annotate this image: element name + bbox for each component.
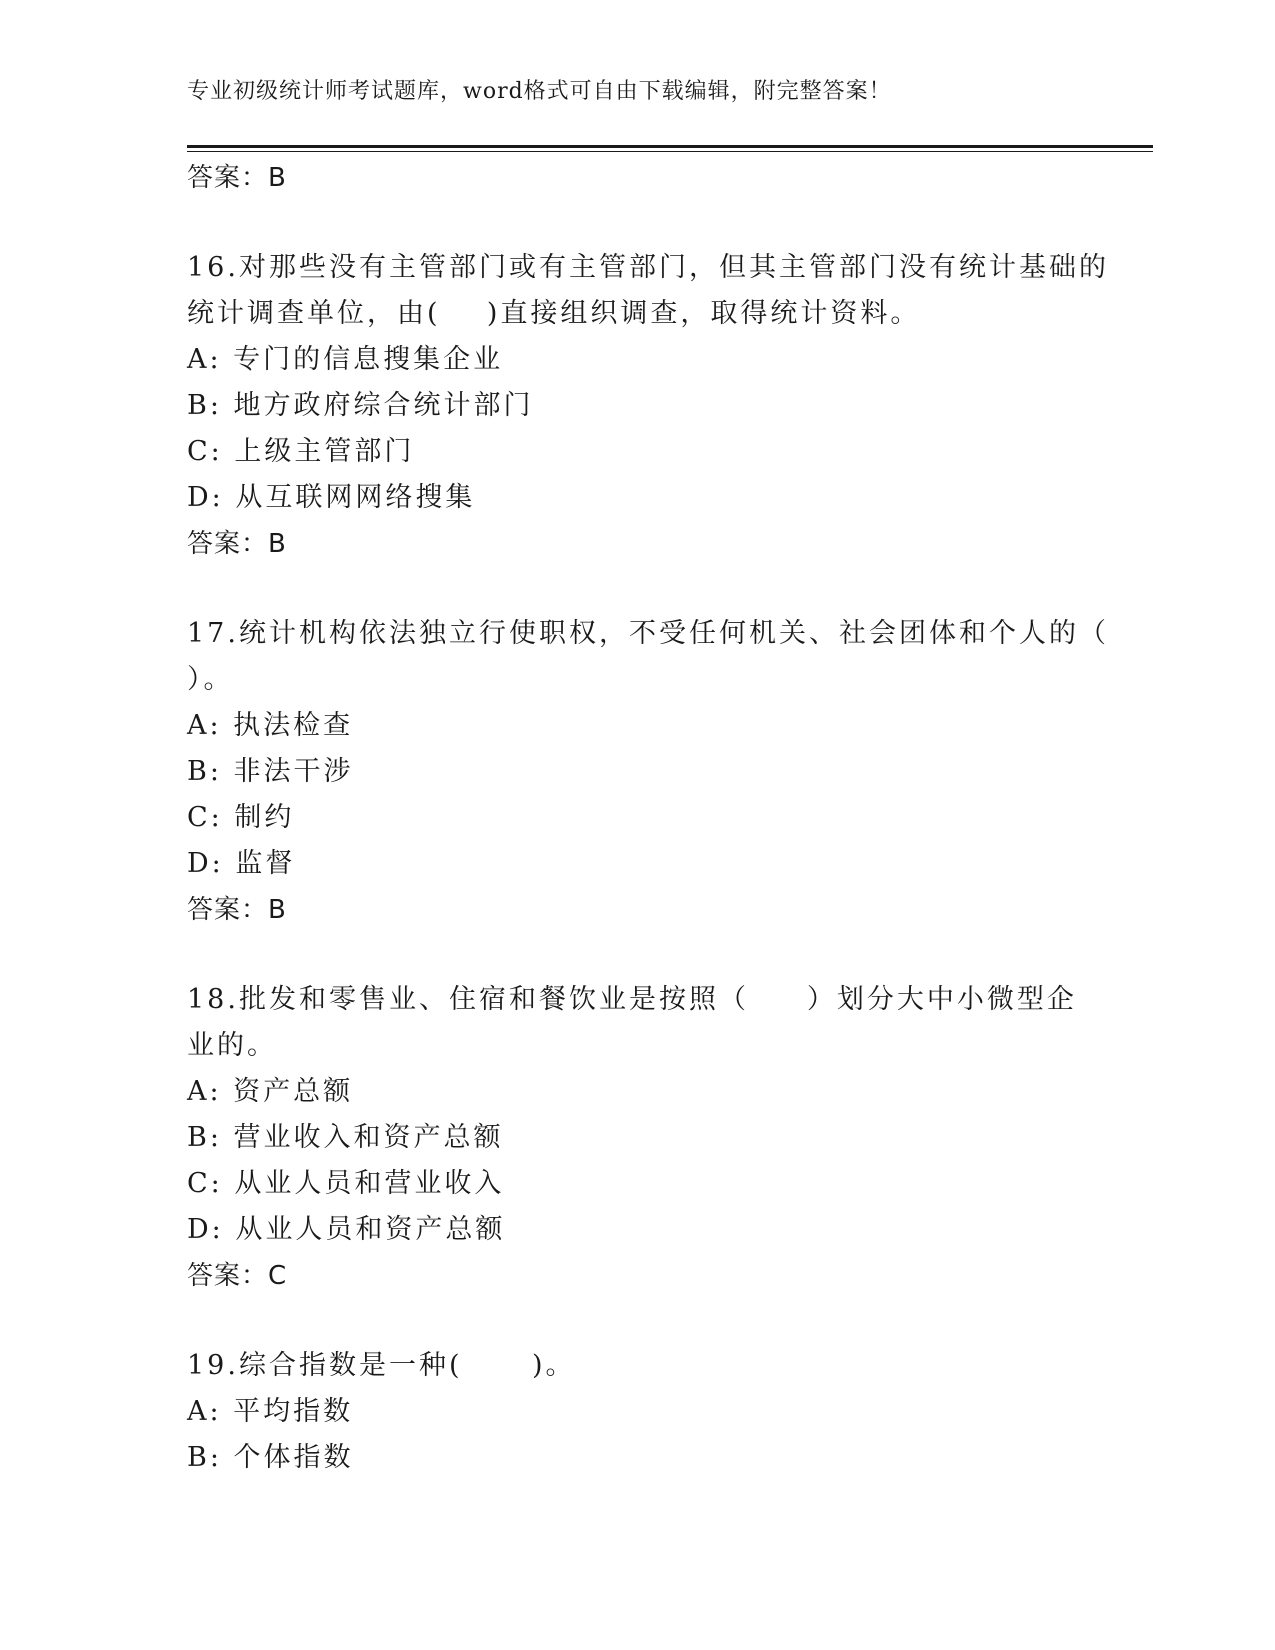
- answer-line: [187, 887, 1087, 933]
- answer-value: C: [268, 1261, 288, 1291]
- question-stem-line: 17.统计机构依法独立行使职权，不受任何机关、社会团体和个人的（: [187, 618, 1109, 649]
- answer-line: [187, 1253, 1087, 1299]
- answer-value: B: [268, 529, 287, 559]
- option-a: A: 平均指数: [187, 1396, 354, 1427]
- answer-label: 答案：: [187, 529, 269, 559]
- option-c: C: 从业人员和营业收入: [187, 1168, 505, 1199]
- option-b: B: 地方政府综合统计部门: [187, 390, 534, 421]
- option-a: A: 执法检查: [187, 710, 354, 741]
- answer-line: [187, 521, 1087, 567]
- option-a: A: 专门的信息搜集企业: [187, 344, 504, 375]
- option-b: B: 非法干涉: [187, 756, 354, 787]
- option-d: D: 监督: [187, 848, 296, 879]
- option-a: A: 资产总额: [187, 1076, 354, 1107]
- answer-label: 答案：: [187, 163, 269, 193]
- option-c: C: 上级主管部门: [187, 436, 415, 467]
- answer-value: B: [268, 895, 287, 925]
- option-d: D: 从业人员和资产总额: [187, 1214, 506, 1245]
- answer-line: [187, 155, 1087, 201]
- question-content: [187, 155, 1109, 1481]
- question-stem-line: 18.批发和零售业、住宿和餐饮业是按照（ ）划分大中小微型企: [187, 984, 1077, 1015]
- option-d: D: 从互联网网络搜集: [187, 482, 476, 513]
- question-block: [187, 977, 1087, 1299]
- question-stem-line: 统计调查单位，由( )直接组织调查，取得统计资料。: [187, 298, 921, 329]
- question-stem-line: ）。: [187, 664, 234, 695]
- header-divider-thin: [187, 151, 1153, 152]
- option-b: B: 营业收入和资产总额: [187, 1122, 504, 1153]
- question-block: [187, 611, 1109, 933]
- header-divider-thick: [187, 145, 1153, 148]
- page-header: 专业初级统计师考试题库，word格式可自由下载编辑，附完整答案！: [187, 79, 892, 104]
- option-c: C: 制约: [187, 802, 295, 833]
- answer-label: 答案：: [187, 895, 269, 925]
- option-b: B: 个体指数: [187, 1442, 354, 1473]
- question-stem-line: 业的。: [187, 1030, 277, 1061]
- question-block: [187, 245, 1109, 567]
- question-block: [187, 1343, 1087, 1481]
- question-stem-line: 19.综合指数是一种( )。: [187, 1350, 576, 1381]
- question-stem-line: 16.对那些没有主管部门或有主管部门，但其主管部门没有统计基础的: [187, 252, 1109, 283]
- answer-label: 答案：: [187, 1261, 269, 1291]
- answer-value: B: [268, 163, 287, 193]
